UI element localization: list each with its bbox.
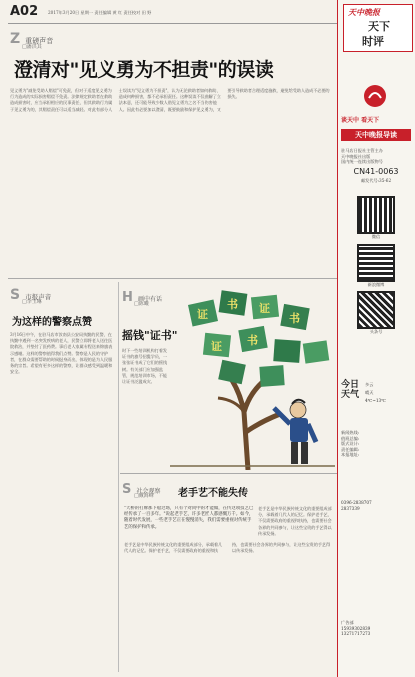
staff-line: 本报地址: bbox=[341, 452, 360, 458]
leaf-label: 证 bbox=[259, 302, 270, 315]
ads-line: 15939302839 bbox=[341, 625, 371, 631]
lead-author: □潘洪其 bbox=[22, 44, 42, 50]
leaf-label: 证 bbox=[211, 340, 222, 353]
qr-group bbox=[351, 196, 401, 335]
certificate-leaves bbox=[188, 290, 329, 387]
social-author: □戴海峰 bbox=[134, 493, 154, 499]
weather-line: 晴天 bbox=[365, 390, 374, 395]
leaf-label: 书 bbox=[227, 298, 238, 311]
z-mark-icon: Z bbox=[10, 31, 21, 47]
brand-name: 天中晚报 bbox=[348, 8, 380, 17]
sidebar bbox=[337, 0, 415, 677]
weather-panel bbox=[341, 380, 411, 420]
header bbox=[0, 0, 337, 24]
info-issn: CN41-0063 bbox=[353, 166, 399, 176]
phone-line: 2837339 bbox=[341, 505, 360, 511]
s-mark-icon: S bbox=[10, 287, 21, 303]
info-line: 国内统一连续出版物号 bbox=[341, 159, 383, 165]
sidebar-info bbox=[341, 148, 411, 183]
qr-code-icon bbox=[357, 291, 395, 329]
brand-box bbox=[343, 4, 413, 52]
social-lead: "天桥的打牌那下船过场，只有个对同中的才能做，在传这项技艺已经传承了一百多年。"说起老手艺，许多老匠人都感慨万千。如今，随着时代发展，一些老手艺正在慢慢消失，我们需要重视对传统手艺的保护和传承。 bbox=[124, 506, 254, 530]
brand-logo-icon bbox=[363, 84, 387, 108]
phone-list bbox=[341, 500, 411, 511]
police-headline: 为这样的警察点赞 bbox=[12, 317, 92, 328]
weather-label: 今日天气 bbox=[341, 380, 360, 400]
staff-line: 责任编辑: bbox=[341, 446, 360, 452]
leaf-label: 书 bbox=[289, 312, 300, 325]
money-tree bbox=[218, 377, 280, 470]
sidebar-divider bbox=[337, 0, 338, 677]
header-rule bbox=[8, 23, 337, 24]
qr-label: 头条号 bbox=[369, 329, 383, 335]
social-column-name: 社会观察 bbox=[136, 488, 161, 495]
s-mark-icon: S bbox=[122, 482, 132, 497]
police-body: 3月16日中午，在驻马店市汝南县公安局执勤的民警，在执勤中遇到一名突发疾病的老人，民警立即将老人送往医院救治，并垫付了医药费。事后老人家属专程送来锦旗表示感谢。这样的警察值得我们点赞。警察是人民的守护者，在群众需要帮助的时候挺身而出，体现的是为人民服务的宗旨。希望有更多这样的警察，让群众感受到温暖和安全。 bbox=[10, 332, 113, 375]
date-line: 2017年3月20日 星期一 责任编辑 黄 红 责任校对 田 野 bbox=[48, 10, 152, 15]
section-title-2: 时评 bbox=[362, 35, 384, 48]
lead-headline: 澄清对"见义勇为不担责"的误读 bbox=[14, 59, 274, 81]
social-body: 老手艺是中华民族传统文化的重要组成部分，承载着几代人的记忆。保护老手艺，不仅需要政府的重视和扶持，也需要社会各界的共同参与，让这些宝贵的手艺得以传承发扬。 bbox=[124, 542, 331, 554]
info-line: 驻马店日报社主管主办 bbox=[341, 148, 383, 153]
leaf-label: 证 bbox=[197, 308, 208, 321]
cartoon-column-name: 画中有话 bbox=[137, 296, 162, 303]
police-column-name: 市报声音 bbox=[25, 293, 52, 301]
qr-label: 新浪微博 bbox=[367, 281, 385, 287]
social-headline: 老手艺不能失传 bbox=[178, 488, 248, 499]
ads-list bbox=[341, 620, 411, 637]
lead-bottom-rule bbox=[8, 278, 337, 279]
staff-list bbox=[341, 430, 411, 458]
qr-code-icon bbox=[357, 196, 395, 234]
ads-line: 13271717273 bbox=[341, 631, 371, 637]
police-author: □李玉琳 bbox=[22, 299, 42, 305]
cartoon-author: □陈曦 bbox=[134, 301, 149, 307]
ads-line: 广告部 bbox=[341, 620, 354, 625]
info-line: 邮发代号:35-62 bbox=[360, 177, 392, 183]
sidebar-guide: 天中晚报导读 bbox=[341, 129, 411, 141]
lead-column-name: 重磅声音 bbox=[25, 37, 54, 45]
cartoon-image bbox=[170, 282, 335, 470]
leaf-label: 书 bbox=[247, 334, 258, 347]
staff-line: 值班总编: bbox=[341, 435, 360, 441]
info-line: 天中晚报社出版 bbox=[341, 153, 371, 159]
page-label: A02 bbox=[10, 4, 39, 19]
phone-line: 0396-2838707 bbox=[341, 500, 372, 505]
h-mark-icon: H bbox=[122, 290, 133, 305]
qr-label: 微信 bbox=[371, 234, 381, 239]
qr-code-icon bbox=[357, 244, 395, 282]
staff-line: 新闻热线: bbox=[341, 430, 360, 435]
section-title-1: 天下 bbox=[368, 20, 390, 33]
cartoon-title: 摇钱"证书" bbox=[122, 329, 178, 342]
cartoon-bottom-rule bbox=[120, 473, 337, 474]
cartoon-caption: 时下一些培训机构打着发证书的旗号招揽学员，一张张证书成了它们的摇钱树。有关部门应加强监管，规范培训市场，不能让证书泛滥成灾。 bbox=[122, 348, 167, 385]
social-lead-side: 老手艺是中华民族传统文化的重要组成部分，承载着几代人的记忆。保护老手艺，不仅需要政府的重视和扶持，也需要社会各界的共同参与，让这些宝贵的手艺得以传承发扬。 bbox=[258, 506, 332, 536]
lead-body: 见义勇为"减免受助人赔偿"可免责，但对于适度见义勇为行为造成的实际损害赔偿不免责。法律规定救助者在救助造成损害时，应当承担相应的民事责任，但其救助行为属于见义勇为的，其赔偿责任可以适当减轻。对此有部分人士误读为"见义勇为不担责"，认为无论救助者如何救助、造成何种损害，都不必承担责任。这种误读不仅曲解了立法本意，还可能导致少数人借见义勇为之名不当伤害他人。因此有必要加以澄清，既要鼓励和保护见义勇为，又要引导救助者合理适度施救，避免给受助人造成不必要的损失。 bbox=[10, 88, 330, 112]
weather-line: 多云 bbox=[365, 382, 374, 387]
weather-line: 4℃~13℃ bbox=[365, 398, 386, 403]
sidebar-slogan: 谈天中 看天下 bbox=[341, 117, 380, 124]
police-divider bbox=[118, 282, 119, 672]
man-figure bbox=[274, 400, 316, 464]
staff-line: 版式设计: bbox=[341, 441, 360, 447]
